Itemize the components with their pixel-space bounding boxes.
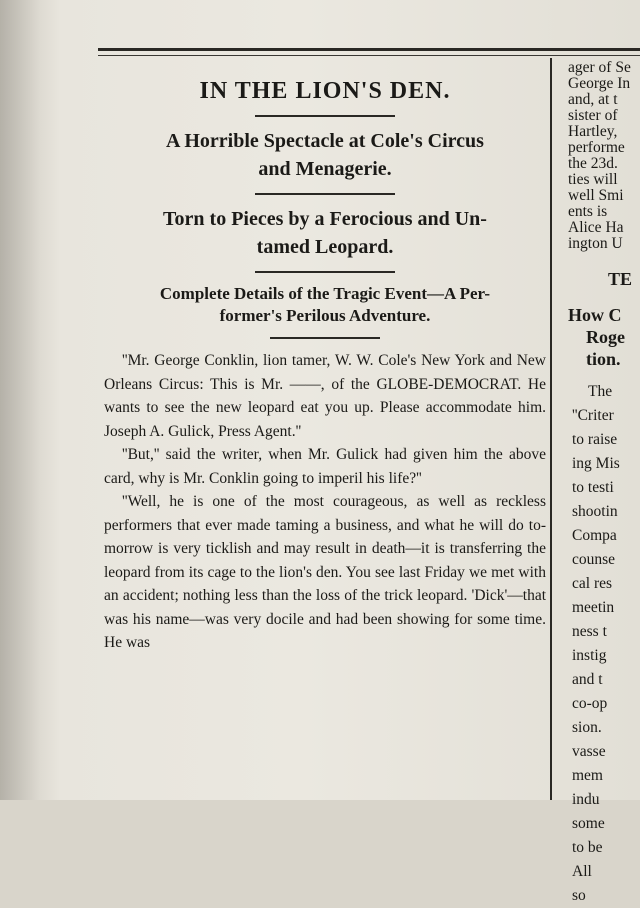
article-body [104,349,546,655]
page-fold-shadow [0,0,40,800]
deck-3-line: former's Perilous Adventure. [219,306,431,325]
deck-1-line: A Horrible Spectacle at Cole's Circus [166,130,484,152]
column-line: to be [572,839,603,856]
column-line: meetin [572,599,615,616]
column-line: ''Criter [572,407,614,424]
deck-1-line: and Menagerie. [258,158,392,180]
column-line: sister of [568,107,618,124]
column-line: ents is [568,203,608,220]
deck-1 [104,127,546,183]
column-line: performe [568,139,625,156]
adjacent-deck-line: Roge [586,327,625,347]
adjacent-deck-line: tion. [586,349,621,369]
adjacent-deck-line: How C [568,305,622,325]
deck-2 [104,205,546,261]
top-rule-thin [98,55,640,56]
column-line: cal res [572,575,613,592]
column-rule [550,58,552,800]
column-line: ing Mis [572,455,620,472]
top-rule [98,48,640,51]
adjacent-headline: TE [608,269,633,289]
column-line: the 23d. [568,155,618,172]
deck-3-line: Complete Details of the Tragic Event—A Per- [159,284,491,303]
column-line: and, at t [568,91,618,108]
article-paragraph: ''Well, he is one of the most courageous, as well as reckless performers that ever made taming a business, and what he will do to-morrow is very ticklish and may result in death—it is transferring the leopard from its cage to the lion's den. You see last Friday we met with an accident; nothing less than the loss of the trick leopard. 'Dick'—that was his name—was very docile and had been showing for some time. He was [104,493,546,651]
column-line: ington U [568,235,623,252]
column-line: mem [572,767,603,784]
column-line: co-op [572,695,608,712]
column-line: some [572,815,605,832]
column-line: ness t [572,623,607,640]
column-line: Alice Ha [568,219,624,236]
column-line: to raise [572,431,618,448]
article-paragraph: ''Mr. George Conklin, lion tamer, W. W. Cole's New York and New Orleans Circus: This is Mr. ——, of the GLOBE-DEMOCRAT. He wants to see the new leopard eat you up. Please accommodate him. Joseph A. Gulick, Press Agent.'' [104,352,546,440]
adjacent-column-body [572,380,640,908]
article-column [104,70,546,655]
column-line: ties will [568,171,618,188]
column-line: counse [572,551,616,568]
column-line: and t [572,671,603,688]
column-line: vasse [572,743,606,760]
column-line: so [572,887,586,904]
column-line: to testi [572,479,614,496]
divider [255,271,395,273]
column-line: ager of Se [568,60,631,76]
column-line: well Smi [568,187,624,204]
column-line: Hartley, [568,123,618,140]
divider [255,115,395,117]
deck-2-line: Torn to Pieces by a Ferocious and Un- [163,208,487,230]
column-line: sion. [572,719,602,736]
column-line: indu [572,791,600,808]
deck-3 [104,283,546,327]
divider [255,193,395,195]
column-line: The [588,383,613,400]
adjacent-column-top [568,60,640,370]
column-line: All [572,863,592,880]
column-line: Compa [572,527,617,544]
column-line: shootin [572,503,618,520]
deck-2-line: tamed Leopard. [256,236,394,258]
article-paragraph: ''But,'' said the writer, when Mr. Gulick had given him the above card, why is Mr. Conklin going to imperil his life?'' [104,446,546,487]
headline: IN THE LION'S DEN. [199,78,451,104]
divider [270,337,380,339]
column-line: instig [572,647,607,664]
column-line: George In [568,75,631,92]
